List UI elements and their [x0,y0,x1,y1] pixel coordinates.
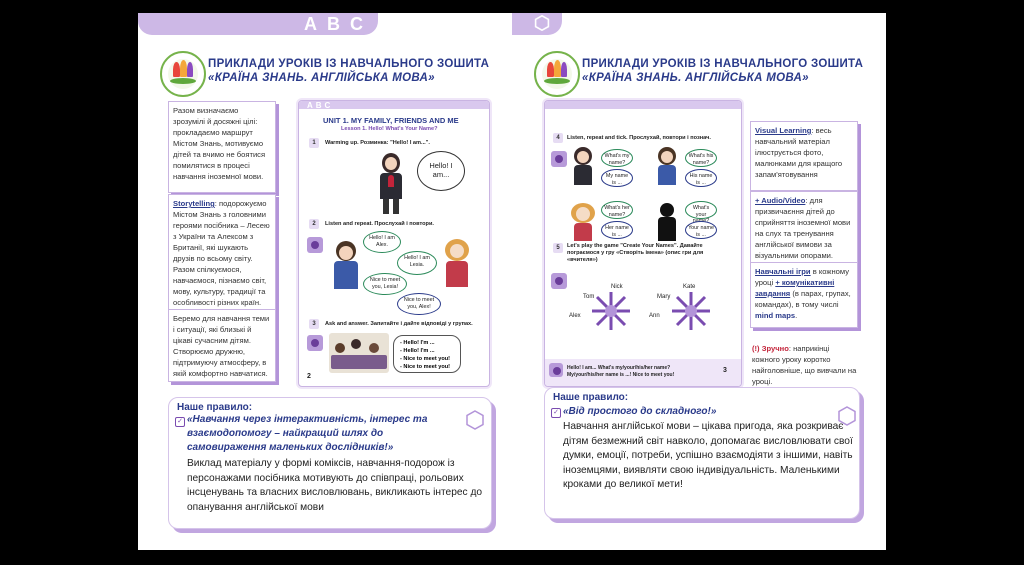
audio-icon [307,237,323,253]
exercise-2-number: 2 [309,219,319,229]
bubble-text: Your name is ... [688,225,714,238]
note-games [750,262,858,328]
wb-lesson-title: Lesson 1. Hello! What's Your Name? [341,126,438,132]
summary-icon [549,363,563,377]
exercise-3-number: 3 [309,319,319,329]
exercise-4-text: Listen, repeat and tick. Прослухай, повтори і познач. [567,135,711,141]
dialogue-line: - Hello! I'm ... [400,340,435,346]
tab-letters: ABC [304,14,373,34]
name-label: Tom [583,294,595,300]
character-silhouette [655,203,679,241]
exercise-5-number: 5 [553,243,563,253]
tip-body: : наприкінці кожного уроку коротко найголовніше, що вивчали на уроці. [752,344,857,386]
note-goals [168,101,276,193]
girl-lesia-character [439,239,475,289]
bubble-lesia-nice [397,293,441,315]
exercise-5-text: Let's play the game "Create Your Names". Давайте пограємося у гру «Створіть імена» (опис гри для «вчителя») [567,243,704,263]
our-rule-box [168,397,492,529]
tip-label: (!) Зручно [752,344,789,353]
classroom-picture [329,333,389,373]
bubble-text: What's your [692,205,710,218]
dialogue-line: - Nice to meet you! [400,356,451,362]
page-subtitle: «КРАЇНА ЗНАНЬ. АНГЛІЙСЬКА МОВА» [208,72,435,84]
bubble-text: What's my name? [604,153,630,166]
character-girl-lesia [569,203,597,241]
logo-icon [160,51,206,97]
note-visual-learning [750,121,858,191]
hexagon-icon [837,406,857,426]
note-visual-title: Visual Learning [755,126,812,135]
note-storytelling [168,194,276,316]
note-games-text: в кожному уроці [755,267,850,287]
dialogue-line: - Nice to meet you! [400,364,451,370]
mind-map-star-left [589,289,633,333]
boy-alex-character [329,241,363,291]
dialogue-bubble [393,335,461,373]
bubble-text: What's her name? [604,205,630,218]
bubble-lesia-hello [397,251,437,275]
exercise-2-text: Listen and repeat. Прослухай і повтори. [325,221,434,227]
bubble-alex-nice-text: Nice to meet you, Lesia! [369,277,401,290]
bubble-text: Her name is ... [605,225,629,238]
footer-line-2: My/your/his/her name is ...! Nice to meet you! [567,372,675,378]
tip-text [752,343,858,387]
bubble-my-name-a [601,169,633,187]
our-rule-box [544,387,860,519]
logo-icon [534,51,580,97]
note-games-text-b: (в парах, групах, командах), в тому числі [755,289,851,309]
note-games-title-c: mind maps [755,311,796,320]
note-storytelling-title: Storytelling [173,199,215,208]
note-visual-text: : весь навчальний матеріал ілюструється фото, малюнками для кращого запам'ятовування [755,126,843,179]
bubble-lesia-hello-text: Hello! I am Lesia. [404,255,430,268]
check-icon: ✓ [175,417,185,427]
rule-motto: «Навчання через інтерактивність, інтерес та взаємодопомогу – найкращий шлях до самовираження маленьких дослідників!» [187,414,428,453]
footer-line-1: Hello! I am... What's my/your/his/her name? [567,365,671,371]
bubble-his-name-q [685,149,717,167]
note-games-title: Навчальні ігри [755,267,811,276]
note-audio-video [750,191,858,269]
name-label: Kate [683,284,696,290]
note-storytelling-text: : подорожуємо Містом Знань з головними героями посібника – Лесею з України та Алексом з Британії, які шукають друзів по всьому світу. Разом спілкуємося, навчаємося, пізнаємо світ, мову, культуру, традиції та особливості різних країн. [173,199,270,307]
rule-motto: «Від простого до складного!» [563,406,717,417]
dialogue-line: - Hello! I'm ... [400,348,435,354]
note-goals-text: Разом визначаємо зрозумілі й досяжні цілі: прокладаємо маршрут Містом Знань, мотивуємо дітей та вчимо не боятися помилятися в процесі навчання іноземної мови. [173,106,266,181]
bubble-her-name-a [601,221,633,239]
page-number: 2 [307,373,311,380]
name-label: Ann [649,313,660,319]
speech-bubble-hello [417,151,465,191]
page-subtitle: «КРАЇНА ЗНАНЬ. АНГЛІЙСЬКА МОВА» [582,72,809,84]
bubble-my-name-q [601,149,633,167]
exercise-1-text: Warming up. Розминка: "Hello! I am...". [325,140,430,146]
note-audio-title: + Audio/Video [755,196,806,205]
bubble-alex-hello [363,231,401,253]
page-title: ПРИКЛАДИ УРОКІВ ІЗ НАВЧАЛЬНОГО ЗОШИТА [208,58,490,70]
name-label: Alex [569,313,581,319]
bubble-her-name-q [601,201,633,219]
group-work-icon [307,335,323,351]
rule-body: Навчання англійської мови – цікава пригода, яка розкриває дітям безмежний світ навколо, допомагає висловлювати свої думки, емоції, потреби, успішно взаємодіяти з іншими, навіть іноземцями, виявляти свою індивідуальність. Маленькими кроками до великої мети! [563,421,853,490]
audio-icon [551,151,567,167]
right-page [512,13,886,550]
page-title: ПРИКЛАДИ УРОКІВ ІЗ НАВЧАЛЬНОГО ЗОШИТА [582,58,864,70]
wb-tab: ABC [307,101,334,110]
check-icon: ✓ [551,408,561,418]
left-page [138,13,512,550]
game-icon [551,273,567,289]
exercise-3-text: Ask and answer. Запитайте і дайте відповіді у групах. [325,321,473,327]
girl-character [371,153,411,215]
bubble-alex-hello-text: Hello! I am Alex. [369,235,395,248]
workbook-page-3 [544,100,742,387]
name-label: Mary [657,294,671,300]
workbook-page-2 [298,100,490,387]
note-games-title-b: + комунікативні завдання [755,278,835,298]
character-girl [571,147,595,185]
mind-map-star-right [669,289,713,333]
exercise-4-number: 4 [553,133,563,143]
bubble-text: His name is ... [689,173,713,186]
hexagon-icon [465,410,485,430]
name-label: Nick [611,284,623,290]
bubble-text: What's his name? [688,153,714,166]
character-boy [655,147,679,185]
rule-body: Виклад матеріалу у формі коміксів, навчання-подорож із персонажами посібника мотивують до співпраці, рольових інсценувань та власних висловлювань, викликають інтерес до опанування англійської мови [187,458,483,513]
note-topics-text: Беремо для навчання теми і ситуації, які близькі й цікаві сучасним дітям. Створюємо дружню, підтримуючу атмосферу, в якій комфортно навчатися. [173,314,270,378]
wb-unit-title: UNIT 1. MY FAMILY, FRIENDS AND ME [323,116,459,125]
rule-label: Наше правило: [553,392,629,403]
bubble-your-name-a [685,221,717,239]
bubble-alex-nice [363,273,407,295]
bubble-lesia-nice-text: Nice to meet you, Alex! [403,297,435,310]
note-games-text-c: . [795,311,798,320]
note-audio-text: : для призвичаєння дітей до сприйняття іноземної мови на слух та тренування англійської вимови за візуальними опорами. [755,196,851,260]
page-number: 3 [723,367,727,374]
exercise-1-number: 1 [309,138,319,148]
note-topics [168,309,276,382]
hexagon-tab-icon [534,15,550,31]
bubble-your-name-q [685,201,717,219]
bubble-text: My name is ... [605,173,629,186]
rule-label: Наше правило: [177,402,253,413]
speech-bubble-hello-text: Hello! I am... [429,161,453,179]
bubble-his-name-a [685,169,717,187]
